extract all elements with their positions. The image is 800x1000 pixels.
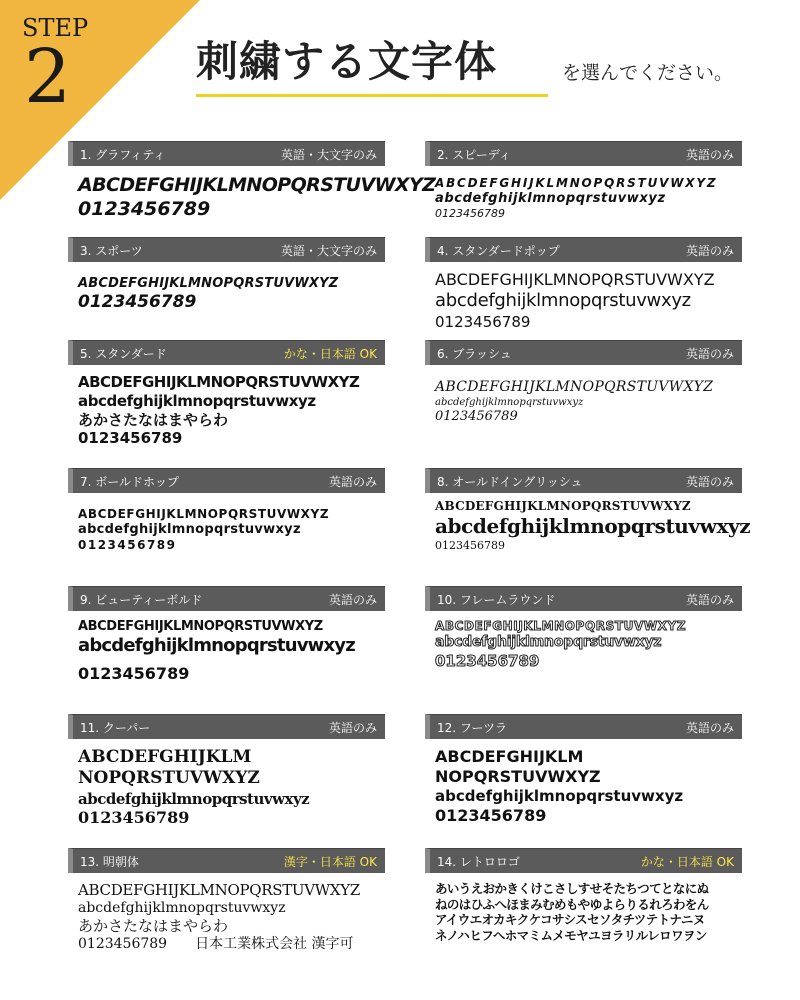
font-sample-upper: ABCDEFGHIJKLMNOPQRSTUVWXYZ: [435, 176, 718, 190]
font-language: 英語のみ: [685, 475, 734, 489]
font-card-header: [68, 848, 385, 873]
font-sample-upper: ABCDEFGHIJKLMNOPQRSTUVWXYZ: [78, 619, 323, 634]
step-number: 2: [24, 34, 72, 120]
font-sample-digits: 0123456789: [435, 312, 531, 331]
font-sample-lower: abcdefghijklmnopqrstuvwxyz: [435, 514, 751, 538]
font-sample-lower: abcdefghijklmnopqrstuvwxyz: [435, 787, 684, 805]
font-card-sports[interactable]: [68, 237, 385, 314]
font-name: 4. スタンダードポップ: [437, 244, 560, 258]
font-card-header: [68, 468, 385, 493]
font-card-futura[interactable]: [425, 714, 742, 826]
font-sample-lower: abcdefghijklmnopqrstuvwxyz: [435, 191, 666, 206]
font-sample-lower: abcdefghijklmnopqrstuvwxyz: [78, 789, 310, 808]
font-sample-digits: 0123456789: [435, 805, 547, 825]
font-sample-digits: 0123456789: [78, 197, 211, 220]
font-name: 7. ボールドホップ: [80, 475, 180, 489]
font-card-header: [68, 237, 385, 262]
font-name: 1. グラフィティ: [80, 148, 166, 162]
font-name: 13. 明朝体: [80, 855, 139, 869]
page-title-area: [196, 34, 756, 94]
font-name: 10. フレームラウンド: [437, 593, 556, 607]
font-sample-upper: ABCDEFGHIJKLMNOPQRSTUVWXYZ: [78, 276, 339, 291]
font-card-mincho[interactable]: [68, 848, 385, 954]
font-name: 8. オールドイングリッシュ: [437, 475, 583, 489]
font-sample-upper: ABCDEFGHIJKLMNOPQRSTUVWXYZ: [78, 174, 436, 196]
font-sample-hiragana-1: あいうえおかきくけこさしすせそたちつてとなにぬ: [435, 881, 709, 896]
font-language: 英語・大文字のみ: [280, 148, 377, 162]
step-label: STEP: [22, 14, 89, 42]
font-sample-upper: ABCDEFGHIJKLMNOPQRSTUVWXYZ: [78, 881, 361, 899]
font-name: 3. スポーツ: [80, 244, 143, 258]
font-sample-upper: ABCDEFGHIJKLMNOPQRSTUVWXYZ: [435, 619, 687, 633]
page-title: 刺繍する文字体: [196, 37, 498, 86]
font-card-brush[interactable]: [425, 340, 742, 425]
font-card-header: [425, 848, 742, 873]
font-sample-lower: abcdefghijklmnopqrstuvwxyz: [435, 634, 662, 650]
font-sample-upper: ABCDEFGHIJKLMNOPQRSTUVWXYZ: [435, 379, 714, 395]
font-sample-digits: 0123456789: [78, 429, 183, 448]
font-language: 英語のみ: [685, 721, 734, 735]
font-sample-digits: 0123456789: [435, 651, 540, 670]
font-sample-lower: abcdefghijklmnopqrstuvwxyz: [78, 899, 286, 916]
font-sample-kana: あかさたなはまやらわ: [78, 410, 229, 429]
font-card-header: [425, 340, 742, 365]
font-sample-upper-1: ABCDEFGHIJKLM: [78, 747, 252, 767]
font-sample-digits-kanji: 0123456789 日本工業株式会社 漢字可: [78, 936, 354, 952]
title-underline: [196, 94, 548, 97]
font-name: 2. スピーディ: [437, 148, 511, 162]
font-name: 14. レトロロゴ: [437, 855, 520, 869]
page-subtitle: を選んでください。: [562, 62, 734, 84]
font-card-header: [425, 586, 742, 611]
font-sample-upper-2: NOPQRSTUVWXYZ: [435, 767, 601, 786]
font-card-bold-hop[interactable]: [68, 468, 385, 553]
font-sample-digits: 0123456789: [435, 207, 505, 221]
font-sample-lower: abcdefghijklmnopqrstuvwxyz: [78, 522, 301, 537]
font-language: 英語・大文字のみ: [280, 244, 377, 258]
font-name: 5. スタンダード: [80, 347, 167, 361]
font-name: 9. ビューティーボルド: [80, 593, 203, 607]
font-sample-digits: 0123456789: [78, 663, 190, 683]
font-sample-katakana-1: アイウエオカキクケコサシスセソタチツテトナニヌ: [435, 912, 705, 928]
font-sample-kana: あかさたなはまやらわ: [78, 917, 229, 936]
font-language: 英語のみ: [685, 148, 734, 162]
font-sample-digits: 0123456789: [435, 409, 518, 424]
font-sample-upper: ABCDEFGHIJKLMNOPQRSTUVWXYZ: [78, 373, 360, 391]
font-sample-hiragana-2: ねのはひふへほまみむめもやゆよらりるれろわをん: [435, 896, 709, 912]
font-sample-upper-1: ABCDEFGHIJKLM: [435, 747, 584, 766]
font-card-header: [68, 714, 385, 739]
font-sample-lower: abcdefghijklmnopqrstuvwxyz: [435, 290, 691, 311]
font-card-frame-round[interactable]: [425, 586, 742, 670]
font-language: 英語のみ: [328, 475, 377, 489]
font-sample-digits: 0123456789: [435, 539, 505, 552]
font-language: かな・日本語 OK: [283, 347, 377, 361]
font-sample-digits: 0123456789: [78, 538, 177, 553]
font-language: 英語のみ: [328, 721, 377, 735]
font-grid: [68, 141, 751, 971]
font-card-header: [425, 237, 742, 262]
font-sample-lower: abcdefghijklmnopqrstuvwxyz: [435, 396, 584, 408]
font-language: 英語のみ: [328, 593, 377, 607]
font-sample-lower: abcdefghijklmnopqrstuvwxyz: [78, 391, 316, 410]
font-card-standard-pop[interactable]: [425, 237, 742, 331]
font-card-retro-logo[interactable]: [425, 848, 742, 944]
font-card-header: [425, 714, 742, 739]
font-card-beauty-bold[interactable]: [68, 586, 385, 684]
font-language: 英語のみ: [685, 593, 734, 607]
font-card-speedy[interactable]: [425, 141, 742, 221]
font-sample-upper: ABCDEFGHIJKLMNOPQRSTUVWXYZ: [78, 507, 330, 521]
font-name: 6. ブラッシュ: [437, 347, 512, 361]
font-name: 11. クーパー: [80, 721, 151, 735]
font-card-header: [68, 141, 385, 166]
font-card-old-english[interactable]: [425, 468, 751, 553]
font-sample-digits: 0123456789: [78, 292, 197, 313]
font-card-header: [68, 586, 385, 611]
font-sample-upper: ABCDEFGHIJKLMNOPQRSTUVWXYZ: [435, 270, 715, 289]
font-language: 英語のみ: [685, 244, 734, 258]
font-card-header: [425, 141, 742, 166]
font-sample-digits: 0123456789: [78, 808, 190, 828]
font-language: かな・日本語 OK: [640, 855, 734, 869]
font-name: 12. フーツラ: [437, 721, 508, 735]
font-card-standard[interactable]: [68, 340, 385, 448]
font-sample-upper-2: NOPQRSTUVWXYZ: [78, 768, 260, 789]
font-language: 漢字・日本語 OK: [283, 855, 377, 869]
font-sample-katakana-2: ネノハヒフへホマミムメモヤユヨラリルレロワヲン: [435, 927, 707, 943]
font-sample-lower: abcdefghijklmnopqrstuvwxyz: [78, 635, 355, 657]
font-card-header: [68, 340, 385, 365]
font-sample-upper: ABCDEFGHIJKLMNOPQRSTUVWXYZ: [435, 499, 691, 513]
font-card-header: [425, 468, 742, 493]
font-card-graffiti[interactable]: [68, 141, 436, 222]
font-card-cooper[interactable]: [68, 714, 385, 828]
font-language: 英語のみ: [685, 347, 734, 361]
